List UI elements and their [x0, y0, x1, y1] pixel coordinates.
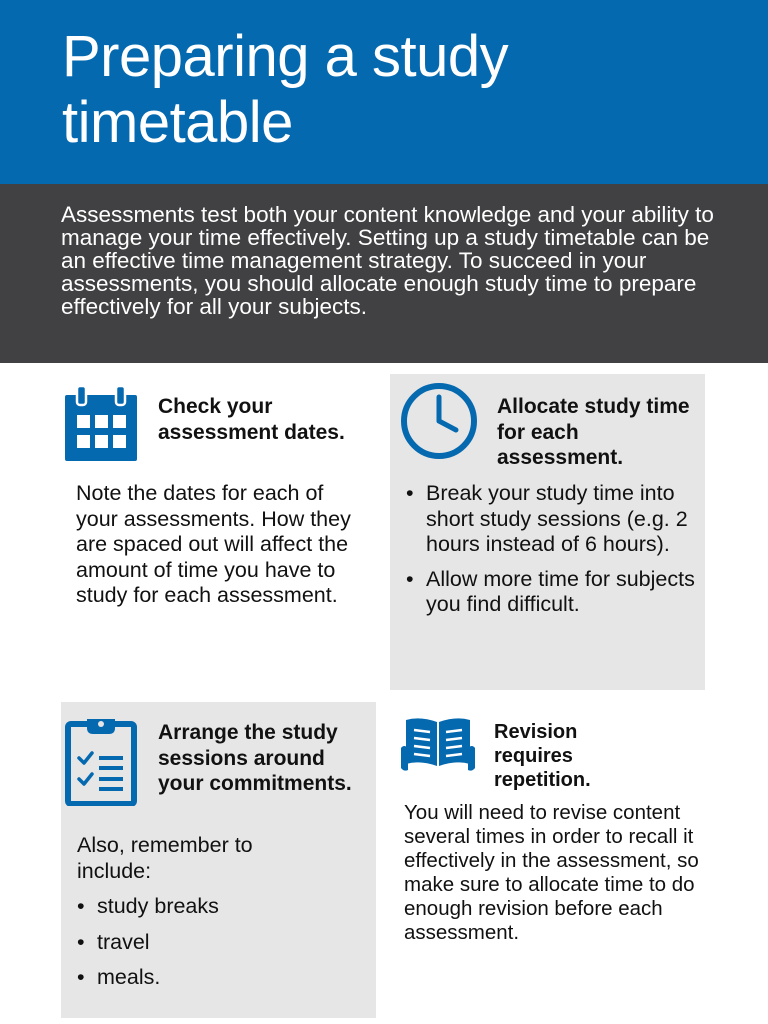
- list-item: • Allow more time for subjects you find difficult.: [406, 567, 702, 618]
- clock-icon: [398, 380, 480, 462]
- calendar-icon: [63, 385, 139, 463]
- page-title: Preparing a study timetable: [62, 24, 509, 155]
- panel-check-dates: [46, 374, 376, 679]
- panel-bullet-list: [406, 481, 702, 618]
- panel-title: Allocate study time for each assessment.: [497, 395, 690, 469]
- panel-title: Check your assessment dates.: [158, 395, 345, 444]
- panel-body: You will need to revise content several times in order to recall it effectively in the assessment, so make sure to allocate time to do enough revision before each assessment.: [404, 801, 699, 944]
- panel-title: Revision requires repetition.: [494, 721, 591, 791]
- open-book-icon: [400, 714, 476, 774]
- list-item: • meals.: [77, 965, 357, 991]
- panel-allocate-time: [390, 374, 705, 690]
- panel-revision: [390, 702, 720, 1018]
- checklist-clipboard-icon: [65, 716, 137, 806]
- list-item: • Break your study time into short study sessions (e.g. 2 hours instead of 6 hours).: [406, 481, 702, 558]
- header-banner: [0, 0, 768, 184]
- panel-title: Arrange the study sessions around your commitments.: [158, 721, 352, 795]
- list-item: • travel: [77, 930, 357, 956]
- list-item: • study breaks: [77, 894, 357, 920]
- panel-arrange-sessions: [61, 702, 376, 1018]
- panel-body: Note the dates for each of your assessments. How they are spaced out will affect the amount of time you have to study for each assessment.: [76, 481, 351, 607]
- intro-text: Assessments test both your content knowledge and your ability to manage your time effectively. Setting up a study timetable can be an effective time management strategy. To succeed in your assessments, you should allocate enough study time to prepare effectively for all your subjects.: [61, 202, 714, 319]
- intro-section: [0, 184, 768, 363]
- panel-body: Also, remember to include:: [77, 833, 253, 883]
- panel-bullet-list: [77, 894, 357, 991]
